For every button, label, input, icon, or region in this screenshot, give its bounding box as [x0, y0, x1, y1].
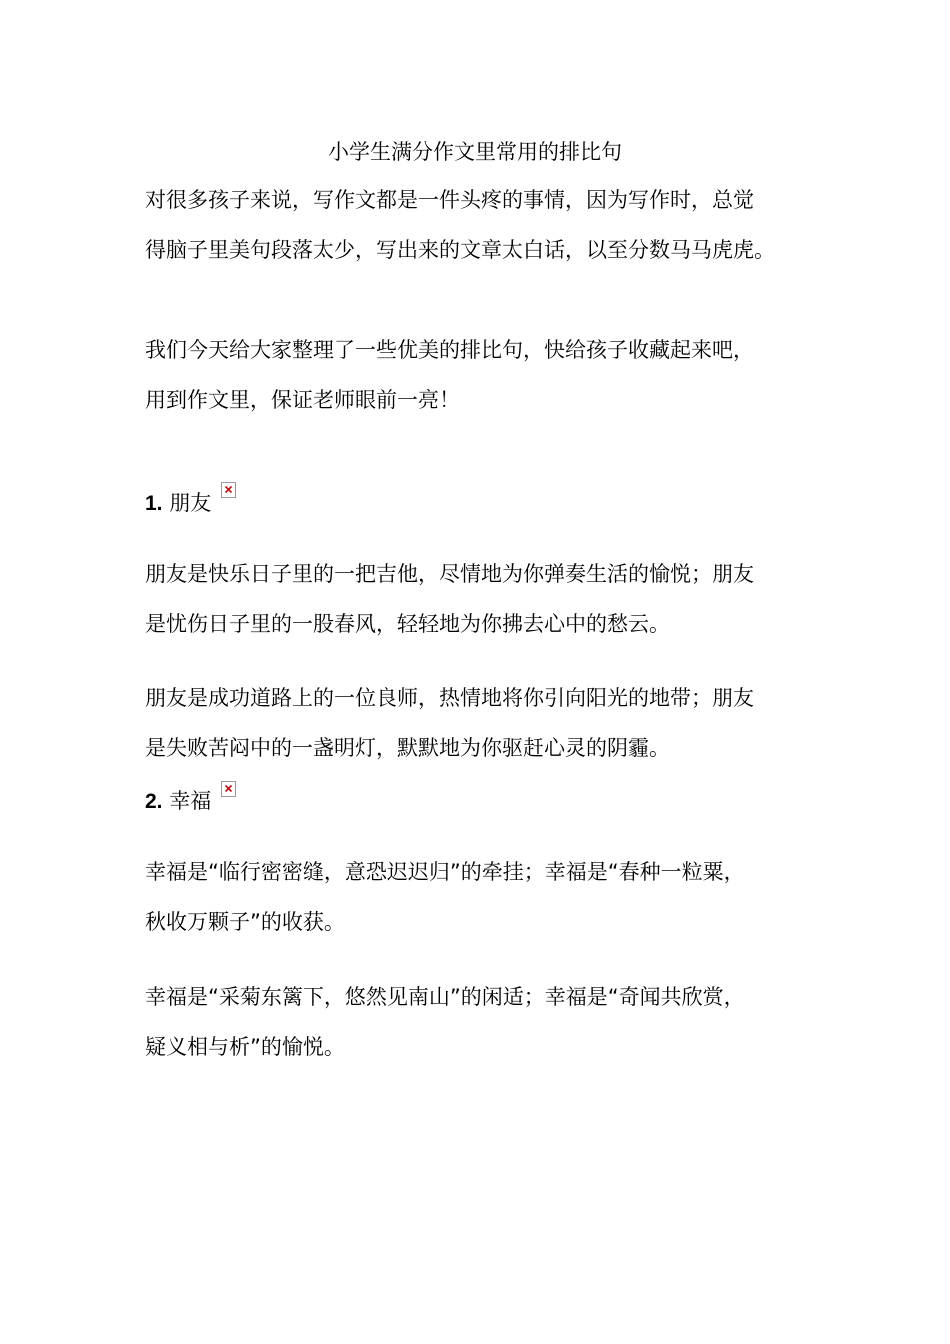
section-label: 朋友 — [169, 491, 212, 515]
happiness-p2-line-2: 疑义相与析”的愉悦。 — [145, 1035, 345, 1059]
intro-line-2: 得脑子里美句段落太少，写出来的文章太白话，以至分数马马虎虎。 — [145, 238, 775, 262]
happiness-p2-line-1: 幸福是“采菊东篱下，悠然见南山”的闲适；幸福是“奇闻共欣赏， — [145, 985, 745, 1009]
happiness-p1-line-2: 秋收万颗子”的收获。 — [145, 910, 345, 934]
section-heading-friend — [145, 488, 211, 519]
friend-p2-line-1: 朋友是成功道路上的一位良师，热情地将你引向阳光的地带；朋友 — [145, 686, 754, 710]
document-title: 小学生满分作文里常用的排比句 — [328, 140, 622, 164]
happiness-p1-line-1: 幸福是“临行密密缝，意恐迟迟归”的牵挂；幸福是“春种一粒粟， — [145, 860, 745, 884]
section-number: 1. — [145, 492, 163, 515]
section-label: 幸福 — [169, 789, 212, 813]
friend-p1-line-2: 是忧伤日子里的一股春风，轻轻地为你拂去心中的愁云。 — [145, 612, 670, 636]
section-number: 2. — [145, 790, 163, 813]
section-heading-happiness — [145, 786, 211, 817]
broken-image-icon — [221, 781, 236, 797]
broken-image-icon — [221, 482, 236, 498]
friend-p2-line-2: 是失败苦闷中的一盏明灯，默默地为你驱赶心灵的阴霾。 — [145, 736, 670, 760]
intro2-line-1: 我们今天给大家整理了一些优美的排比句，快给孩子收藏起来吧， — [145, 338, 754, 362]
intro-line-1: 对很多孩子来说，写作文都是一件头疼的事情，因为写作时，总觉 — [145, 188, 754, 212]
intro2-line-2: 用到作文里，保证老师眼前一亮！ — [145, 388, 460, 412]
friend-p1-line-1: 朋友是快乐日子里的一把吉他，尽情地为你弹奏生活的愉悦；朋友 — [145, 562, 754, 586]
